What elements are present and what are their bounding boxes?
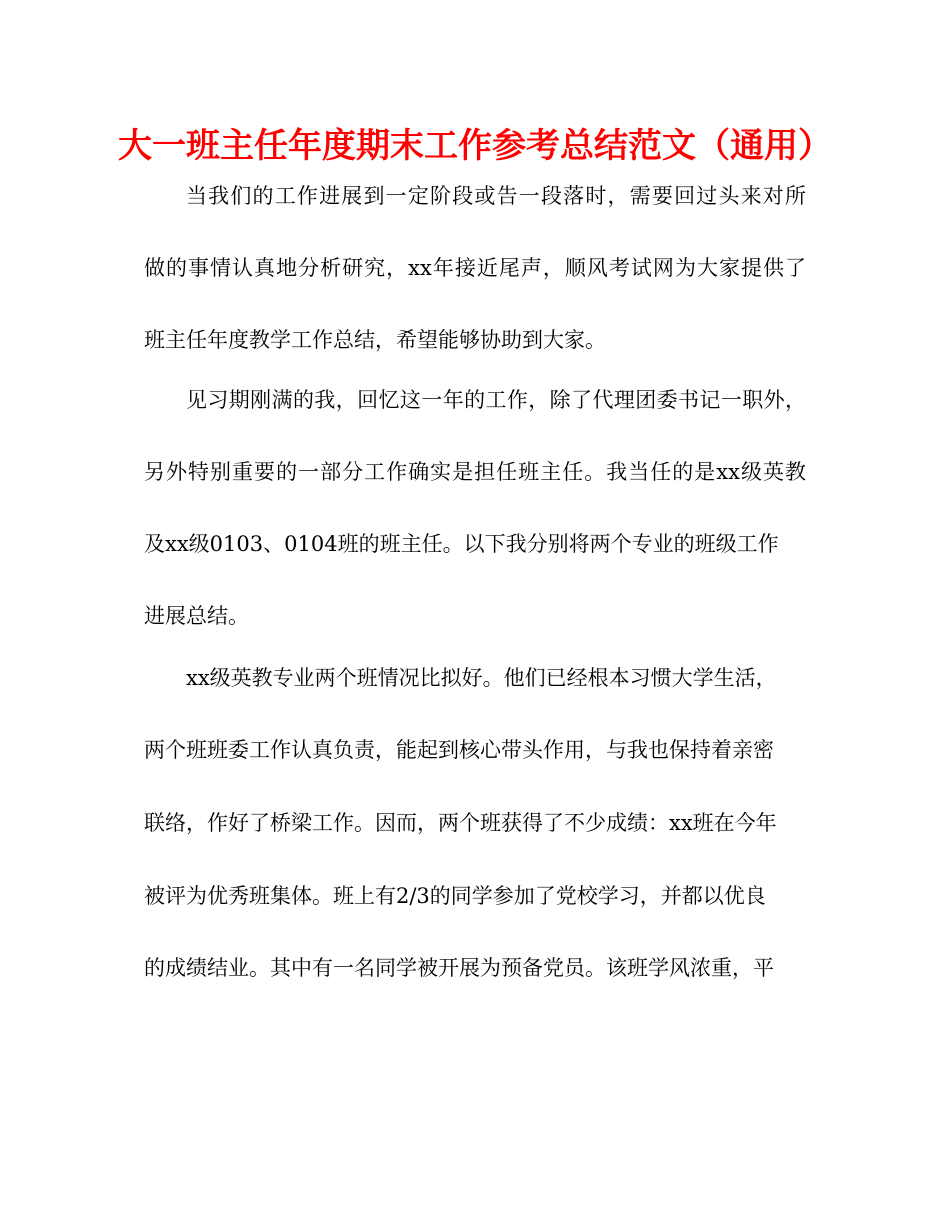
paragraph-1-line-1: 当我们的工作进展到一定阶段或告一段落时，需要回过头来对所 [186,184,806,208]
paragraph-3-line-5: 的成绩结业。其中有一名同学被开展为预备党员。该班学风浓重，平 [144,956,774,980]
paragraph-2-line-3: 及xx级0103、0104班的班主任。以下我分别将两个专业的班级工作 [144,532,779,556]
paragraph-1-line-3: 班主任年度教学工作总结，希望能够协助到大家。 [144,328,606,352]
paragraph-3-line-2: 两个班班委工作认真负责，能起到核心带头作用，与我也保持着亲密 [144,738,774,762]
paragraph-3-line-3: 联络，作好了桥梁工作。因而，两个班获得了不少成绩：xx班在今年 [144,811,777,835]
paragraph-2-line-2: 另外特别重要的一部分工作确实是担任班主任。我当任的是xx级英教 [144,460,806,484]
paragraph-1-line-2: 做的事情认真地分析研究，xx年接近尾声，顺风考试网为大家提供了 [144,256,806,280]
paragraph-2-line-4: 进展总结。 [144,604,249,628]
document-title: 大一班主任年度期末工作参考总结范文（通用） [118,126,832,166]
paragraph-3-line-4: 被评为优秀班集体。班上有2/3的同学参加了党校学习，并都以优良 [144,884,766,908]
paragraph-3-line-1: xx级英教专业两个班情况比拟好。他们已经根本习惯大学生活， [186,666,777,690]
paragraph-2-line-1: 见习期刚满的我，回忆这一年的工作，除了代理团委书记一职外， [186,388,806,412]
